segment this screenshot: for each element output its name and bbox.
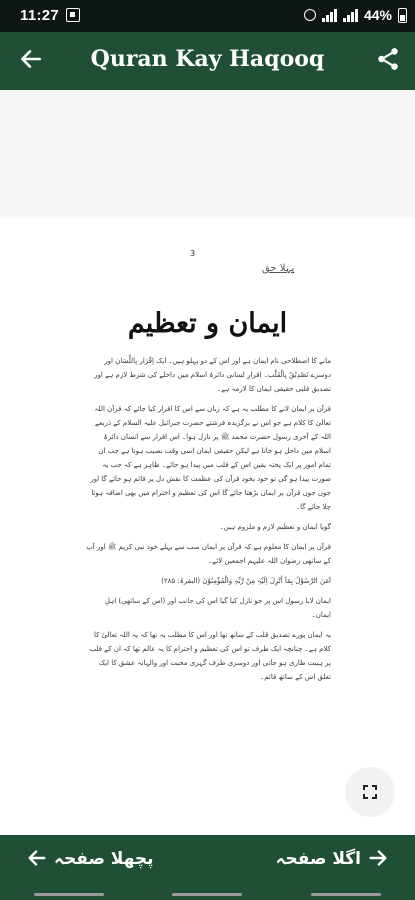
top-margin bbox=[0, 90, 415, 218]
next-page-button[interactable] bbox=[276, 847, 389, 869]
paragraph: یہ ایمان پورے تصدیق قلب کے ساتھ تھا اور اس کا مطلب یہ تھا کہ یہ اللہ تعالیٰ کا کلام ہے۔ چنانچہ ایک طرف تو اس کی تعظیم و احترام کا یہ عالم تھا کہ ان کے قلب پر ہیبت طاری ہو جاتی اور دوسری طرف گہری محبت اور والہانہ عشق کا ایک تعلق اس کے ساتھ قائم۔ bbox=[89, 631, 331, 681]
paragraph: گویا ایمان و تعظیم لازم و ملزوم ہیں۔ bbox=[219, 523, 331, 531]
chapter-label: پہلا حق bbox=[262, 263, 295, 274]
arrow-right-icon bbox=[367, 847, 389, 869]
signal-2-icon bbox=[343, 9, 358, 22]
battery-percent: 44% bbox=[363, 7, 392, 23]
status-time: 11:27 bbox=[20, 7, 60, 24]
fullscreen-button[interactable] bbox=[345, 767, 395, 817]
page-heading: ایمان و تعظیم bbox=[127, 308, 288, 339]
status-right bbox=[304, 7, 407, 23]
paragraph: قرآن پر ایمان لانے کا مطلب یہ ہے کہ زبان سے اس کا اقرار کیا جائے کہ قرآن اللہ تعالیٰ کا کلام ہے جو اس نے برگزیدہ فرشتے حضرت جبرائیل علیہ السلام کے ذریعے اللہ کے آخری رسول حضرت محمد ﷺ پر نازل ہوا۔ اس اقرار سے انسان دائرۂ اسلام میں داخل ہو جاتا ہے لیکن حقیقی ایمان اسی وقت نصیب ہوتا ہے جب ان تمام امور پر ایک پختہ یقین اس کے قلب میں پیدا ہو جائے۔ ظاہر ہے کہ جب یہ صورت پیدا ہو گی تو خود بخود قرآن کی عظمت کا نقش دل پر قائم ہو جائے گا اور جوں جوں قرآن پر ایمان بڑھتا جائے گا اس کی تعظیم و احترام میں بھی اضافہ ہوتا چلا جائے گا۔ bbox=[90, 405, 331, 511]
arrow-left-icon bbox=[26, 847, 48, 869]
notification-icon bbox=[66, 8, 80, 22]
share-icon[interactable] bbox=[375, 46, 401, 72]
fullscreen-icon bbox=[345, 767, 395, 817]
app-bar bbox=[0, 32, 415, 90]
gesture-bar bbox=[0, 888, 415, 900]
page-text bbox=[86, 354, 331, 690]
app-title: Quran Kay Haqooq bbox=[90, 46, 325, 72]
previous-page-label: پچھلا صفحہ bbox=[54, 848, 154, 869]
page-number: 3 bbox=[190, 249, 196, 258]
paragraph: قرآن پر ایمان کا معلوم ہے کہ قرآن پر ایمان سب سے پہلے خود نبی کریم ﷺ اور آپ کے ساتھی رضوان اللہ علیہم اجمعین لائے۔ bbox=[86, 543, 331, 565]
paragraph: ایمان لایا رسول اس پر جو نازل کیا گیا اس کی جانب اور (اس کے ساتھی) اہلِ ایمان۔ bbox=[104, 597, 331, 619]
status-bar bbox=[0, 0, 415, 32]
paragraph: مانے کا اصطلاحی نام ایمان ہے اور اس کے دو پہلو ہیں۔ ایک اِقْرَار بِاللِّسَان اور دوسرے تَصْدِیْقٌ بِالْقَلْب۔ اقرارِ لسانی دائرۂ اسلام میں داخلے کی شرط لازم ہے اور تصدیق قلبی حقیقی ایمان کا لازمہ ہے۔ bbox=[94, 357, 331, 393]
battery-icon bbox=[398, 8, 407, 23]
signal-icon bbox=[322, 9, 337, 22]
back-arrow-icon[interactable] bbox=[18, 46, 44, 72]
next-page-label: اگلا صفحہ bbox=[275, 848, 361, 869]
book-page[interactable] bbox=[0, 218, 415, 835]
previous-page-button[interactable] bbox=[26, 847, 154, 869]
alarm-icon bbox=[304, 9, 316, 21]
paragraph: آمَنَ الرَّسُوْلُ بِمَآ اُنْزِلَ اِلَیْہِ مِنْ رَّبِّہٖ وَالْمُؤْمِنُوْنَ (البقرۃ: ۲۸۵) bbox=[161, 577, 331, 585]
